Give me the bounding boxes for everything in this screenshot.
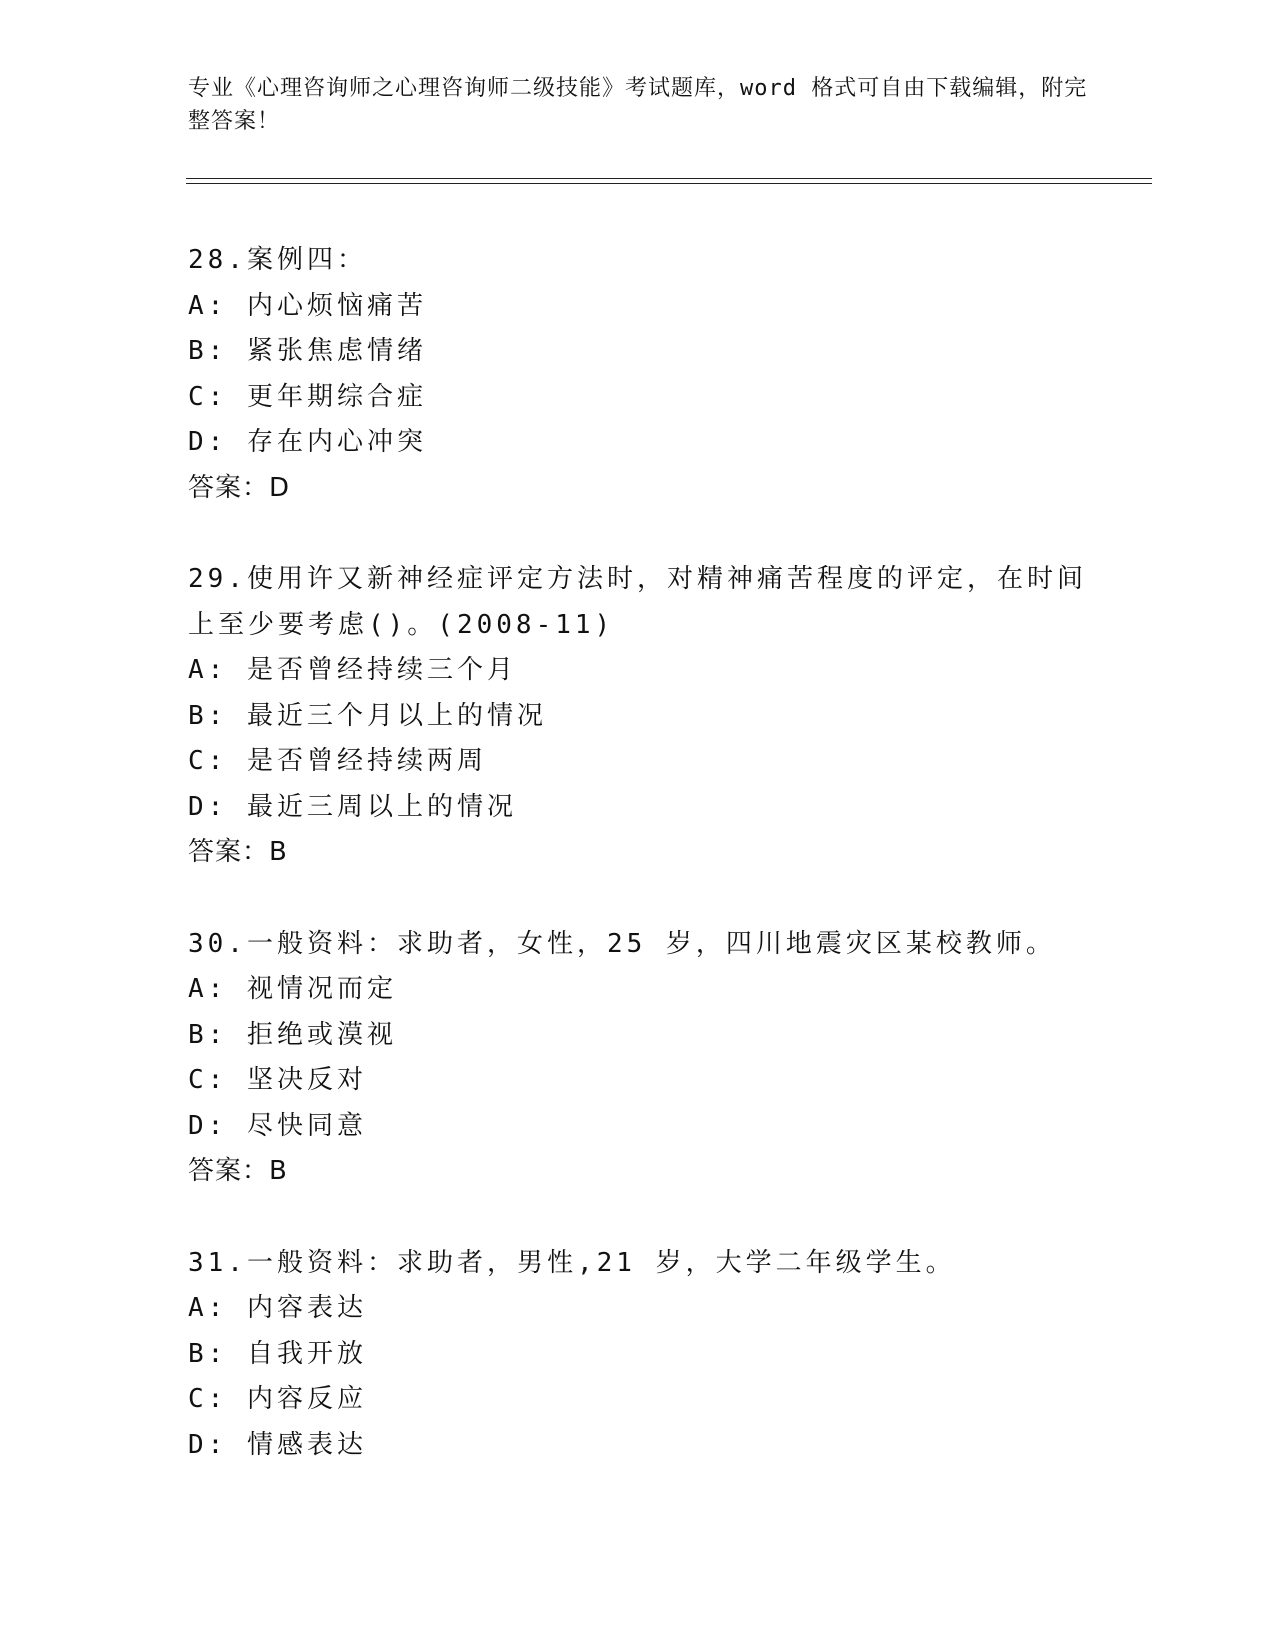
question-list	[188, 238, 1088, 1514]
header-rule-top	[186, 178, 1152, 179]
question-stem: 28.案例四：	[188, 245, 367, 275]
question-stem: 29.使用许又新神经症评定方法时，对精神痛苦程度的评定，在时间上至少要考虑()。(2008-11)	[188, 564, 1087, 640]
option-b: B: 自我开放	[188, 1338, 367, 1369]
question-30	[188, 922, 1088, 1195]
option-c: C: 坚决反对	[188, 1065, 367, 1095]
option-a: A: 是否曾经持续三个月	[188, 655, 517, 685]
option-a: A: 内容表达	[188, 1293, 367, 1323]
option-b: B: 紧张焦虑情绪	[188, 336, 427, 366]
question-answer: 答案：D	[188, 472, 291, 503]
option-a: A: 内心烦恼痛苦	[188, 290, 427, 321]
option-d: D: 最近三周以上的情况	[188, 791, 517, 822]
option-d: D: 存在内心冲突	[188, 427, 427, 457]
question-28	[188, 238, 1088, 511]
question-answer: 答案：B	[188, 1156, 288, 1186]
option-d: D: 尽快同意	[188, 1110, 367, 1141]
question-stem: 31.一般资料：求助者，男性,21 岁，大学二年级学生。	[188, 1247, 956, 1278]
option-c: C: 更年期综合症	[188, 381, 427, 412]
question-stem: 30.一般资料：求助者，女性，25 岁，四川地震灾区某校教师。	[188, 928, 1056, 959]
document-header: 专业《心理咨询师之心理咨询师二级技能》考试题库，word 格式可自由下载编辑，附完整答案！	[188, 76, 1088, 134]
option-d: D: 情感表达	[188, 1429, 367, 1460]
header-rule-bottom	[186, 183, 1152, 184]
option-b: B: 最近三个月以上的情况	[188, 700, 547, 731]
option-c: C: 是否曾经持续两周	[188, 746, 487, 776]
option-b: B: 拒绝或漠视	[188, 1019, 397, 1050]
option-a: A: 视情况而定	[188, 974, 397, 1004]
question-29	[188, 557, 1088, 876]
question-31	[188, 1241, 1088, 1469]
option-c: C: 内容反应	[188, 1384, 367, 1414]
question-answer: 答案：B	[188, 837, 288, 867]
